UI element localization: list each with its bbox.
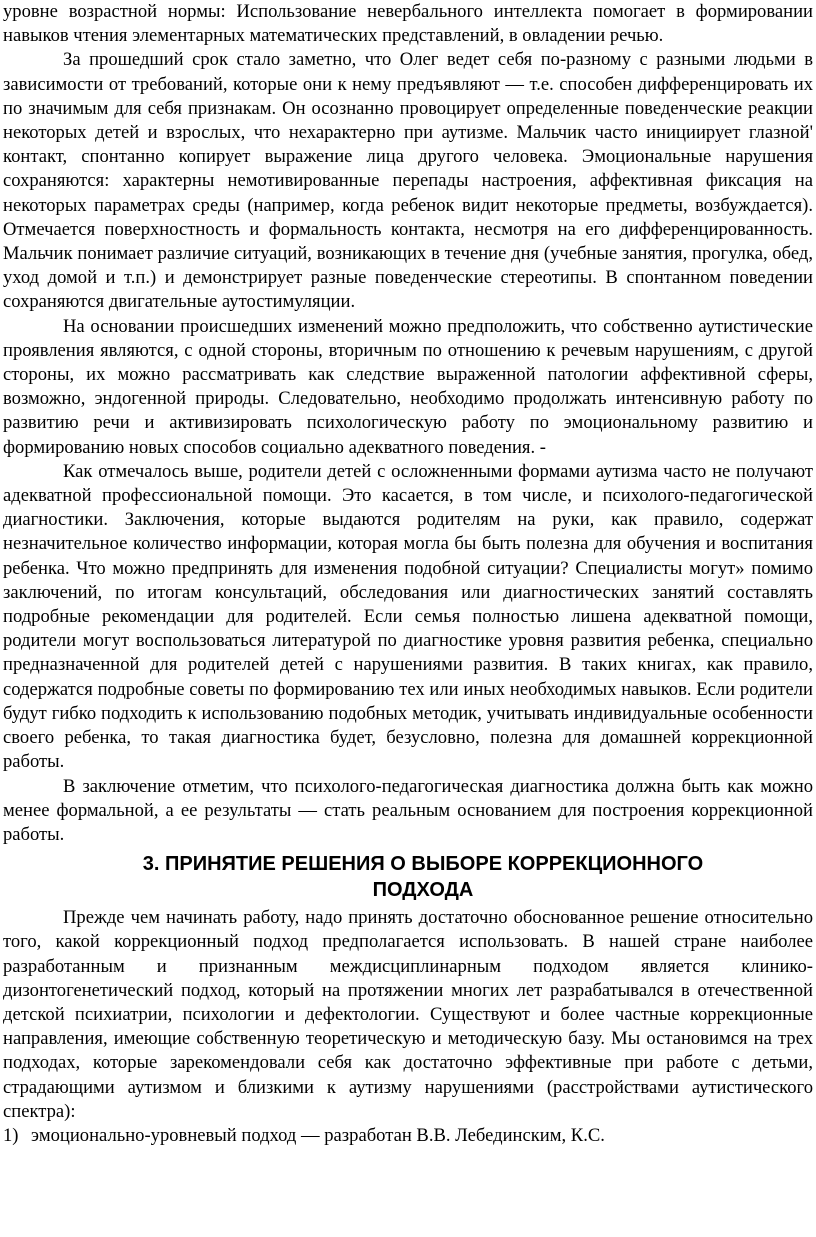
paragraph-continuation: уровне возрастной нормы: Использование невербального интеллекта помогает в формировании навыков чтения элементарных математических представлений, в овладении речью. (3, 1, 813, 47)
paragraph-oleg-behavior: За прошедший срок стало заметно, что Олег ведет себя по-разному с разными людьми в зависимости от требований, которые они к нему предъявляют — т.е. способен дифференцировать их по значимым для себя признакам. Он осознанно провоцирует определенные поведенческие реакции некоторых детей и взрослых, что нехарактерно при аутизме. Мальчик часто инициирует глазной' контакт, спонтанно копирует выражение лица другого человека. Эмоциональные нарушения сохраняются: характерны немотивированные перепады настроения, аффективная фиксация на некоторых параметрах среды (например, когда ребенок видит некоторые предметы, возбуждается). Отмечается поверхностность и формальность контакта, несмотря на его дифференцированность. Мальчик понимает различие ситуаций, возникающих в течение дня (учебные занятия, прогулка, обед, уход домой и т.п.) и демонстрирует разные поведенческие стереотипы. В спонтанном поведении сохраняются двигательные аутостимуляции. (3, 49, 813, 313)
section-heading-line-1: 3. ПРИНЯТИЕ РЕШЕНИЯ О ВЫБОРЕ КОРРЕКЦИОННОГО (142, 853, 704, 876)
section-heading (3, 851, 813, 903)
list-item-number: 1) (3, 1124, 19, 1146)
list-item (3, 1124, 813, 1148)
paragraph-parents-help: Как отмечалось выше, родители детей с осложненными формами аутизма часто не получают адекватной профессиональной помощи. Это касается, в том числе, и психолого-педагогической диагностики. Заключения, которые выдаются родителям на руки, как правило, содержат незначительное количество информации, которая могла бы быть полезна для обучения и воспитания ребенка. Что можно предпринять для изменения подобной ситуации? Специалисты могут» помимо заключений, по итогам консультаций, обследования или диагностических занятий составлять подробные рекомендации для родителей. Если семья полностью лишена адекватной помощи, родители могут воспользоваться литературой по диагностике уровня развития ребенка, специально предназначенной для родителей детей с нарушениями развития. В таких книгах, как правило, содержатся подробные советы по формированию тех или иных необходимых навыков. Если родители будут гибко подходить к использованию подобных методик, учитывать индивидуальные особенности своего ребенка, то такая диагностика будет, безусловно, полезна для домашней коррекционной работы. (3, 460, 813, 773)
paragraph-final-remark: В заключение отметим, что психолого-педагогическая диагностика должна быть как можно менее формальной, а ее результаты — стать реальным основанием для построения коррекционной работы. (3, 775, 813, 845)
list-item-text: эмоционально-уровневый подход — разработан В.В. Лебединским, К.С. (31, 1124, 605, 1146)
document-page (3, 0, 813, 1148)
paragraph-approach-choice: Прежде чем начинать работу, надо принять достаточно обоснованное решение относительно того, какой коррекционный подход предполагается использовать. В нашей стране наиболее разработанным и признанным междисциплинарным подходом является клинико-дизонтогенетический подход, который на протяжении многих лет разрабатывался в отечественной детской психиатрии, психологии и дефектологии. Существуют и более частные коррекционные направления, имеющие собственную теоретическую и методическую базу. Мы остановимся на трех подходах, которые зарекомендовали себя как достаточно эффективные при работе с детьми, страдающими аутизмом и близкими к аутизму нарушениями (расстройствами аутистического спектра): (3, 907, 813, 1122)
paragraph-conclusions: На основании происшедших изменений можно предположить, что собственно аутистические проявления являются, с одной стороны, вторичным по отношению к речевым нарушениям, с другой стороны, их можно рассматривать как следствие выраженной патологии аффективной сферы, возможно, эндогенной природы. Следовательно, необходимо продолжать интенсивную работу по развитию речи и активизировать психологическую работу по эмоциональному развитию и формированию новых способов социально адекватного поведения. - (3, 315, 813, 458)
section-heading-line-2: ПОДХОДА (372, 879, 474, 902)
